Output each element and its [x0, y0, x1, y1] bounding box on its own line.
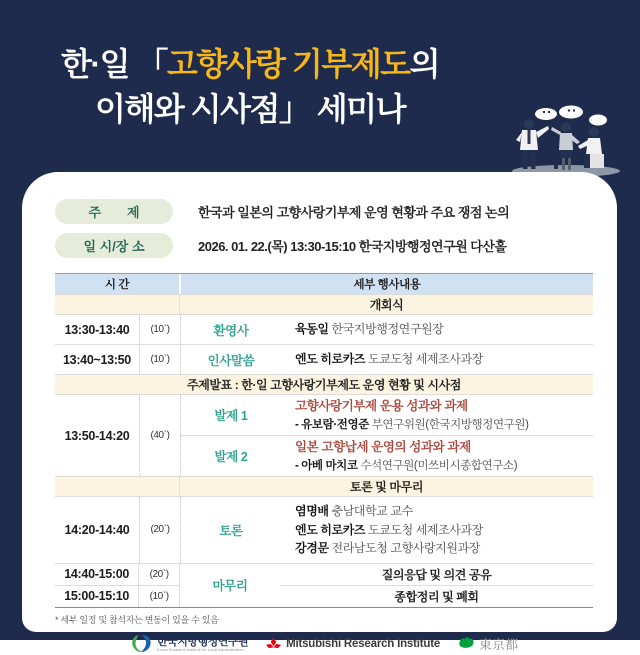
title-line-1 [0, 42, 500, 87]
label-cell: 인사말씀 [180, 345, 281, 374]
closing-contents [280, 564, 593, 607]
schedule-row-presentations [55, 394, 593, 476]
closing-time-row-1 [55, 564, 179, 585]
speaker-title: 부연구위원(한국지방행정연구원) [371, 419, 529, 432]
closing-times [55, 564, 179, 607]
speaker-title: 도쿄도청 세제조사과장 [368, 522, 483, 537]
section-discussion-row [55, 476, 593, 496]
duration-cell: (10`) [138, 586, 179, 607]
speaker-name: 육동일 [295, 322, 329, 337]
topic-row [55, 199, 593, 224]
schedule-footnote: * 세부 일정 및 참석자는 변동이 있을 수 있음 [55, 614, 219, 625]
schedule-rows-closing [55, 563, 593, 607]
label-cell: 발제 1 [180, 395, 281, 435]
title-post: 의 [409, 46, 439, 82]
description-cell [281, 345, 593, 374]
title-highlight: 고향사랑 기부제도 [166, 46, 410, 82]
mitsubishi-diamonds-icon [266, 637, 281, 651]
speaker-title: 수석연구원(미쓰비시종합연구소) [360, 460, 518, 473]
label-cell: 환영사 [180, 315, 281, 344]
time-cell: 13:30-13:40 [64, 322, 130, 337]
presentation-topic: 일본 고향납세 운영의 성과와 과제 [295, 439, 471, 454]
section-opening-row [55, 294, 593, 314]
header-content: 세부 행사내용 [179, 274, 593, 294]
tokyo-logo [458, 634, 518, 653]
time-cell: 14:20-14:40 [64, 522, 130, 537]
tokyo-ginkgo-icon [458, 636, 474, 651]
section-spacer [55, 477, 180, 496]
title-pre: 한·일 「 [61, 46, 167, 82]
speaker-name: 엔도 히로카즈 [295, 352, 366, 367]
time-cell: 15:00-15:10 [64, 589, 130, 604]
tokyo-name: 東京都 [479, 637, 519, 653]
description-cell [281, 436, 593, 476]
closing-time-row-2 [55, 585, 179, 607]
speaker-title: 한국지방행정연구원장 [331, 322, 444, 337]
label-cell: 토론 [180, 497, 281, 563]
presentation-item-2 [180, 435, 593, 476]
partner-logos [55, 633, 593, 655]
closing-content-1: 질의응답 및 의견 공유 [381, 567, 492, 582]
speaker-name: - 유보람·전영준 [295, 419, 369, 432]
schedule-row-greeting [55, 344, 593, 374]
time-cell: 13:50-14:20 [64, 428, 130, 443]
speaker-line [295, 457, 593, 473]
speaker-name: 강경문 [295, 541, 329, 556]
section-presentation-row: 주제발표 : 한·일 고향사랑기부제도 운영 현황 및 시사점 [55, 374, 593, 394]
speaker-line [295, 502, 593, 521]
datetime-row [55, 233, 593, 258]
speaker-title: 충남대학교 교수 [331, 504, 413, 518]
schedule-header-row [55, 274, 593, 294]
schedule-table [55, 273, 593, 608]
speaker-line [295, 539, 593, 558]
duration-cell: (10`) [139, 345, 180, 374]
krila-swirl-icon [130, 633, 152, 655]
duration-cell: (10`) [139, 315, 180, 344]
presentation-item-1 [180, 395, 593, 435]
duration-cell: (20`) [138, 564, 179, 585]
description-cell [281, 395, 593, 435]
header-time: 시 간 [104, 279, 130, 291]
section-discussion-title: 토론 및 마무리 [349, 480, 424, 494]
label-cell: 발제 2 [180, 436, 281, 476]
datetime-value: 2026. 01. 22.(목) 13:30-15:10 한국지방행정연구원 다산홀 [198, 239, 507, 254]
speaker-title: 전라남도청 고향사랑지원과장 [331, 541, 480, 556]
topic-label-pill: 주 제 [55, 199, 173, 224]
people-illustration-icon [508, 106, 624, 178]
speaker-name: 염명배 [295, 504, 329, 518]
speaker-line [295, 416, 593, 432]
schedule-row-discussion [55, 496, 593, 563]
speaker-name: 엔도 히로카즈 [295, 522, 366, 537]
schedule-row-welcome [55, 314, 593, 344]
presentation-topic: 고향사랑기부제 운용 성과와 과제 [295, 398, 468, 413]
closing-content-2: 종합정리 및 폐회 [280, 585, 593, 607]
speaker-line [295, 350, 593, 369]
section-spacer [55, 295, 180, 314]
krila-texts [157, 636, 248, 652]
mri-name: Mitsubishi Research Institute [286, 637, 441, 650]
duration-cell: (40`) [139, 395, 180, 476]
title-line-2: 이해와 시사점」 세미나 [95, 91, 405, 128]
datetime-label-pill: 일 시/장 소 [55, 233, 173, 258]
section-opening-title: 개회식 [369, 298, 404, 312]
label-cell-closing: 마무리 [179, 564, 280, 607]
mitsubishi-logo [266, 637, 440, 651]
description-cell [281, 497, 593, 563]
time-cell: 13:40~13:50 [63, 352, 131, 367]
speaker-name: - 아베 마치코 [295, 460, 358, 473]
time-cell: 14:40-15:00 [64, 567, 130, 582]
krila-name: 한국지방행정연구원 [156, 635, 249, 648]
krila-logo [130, 633, 248, 655]
krila-subtext: Korea Research Institute for Local Administration [156, 646, 244, 652]
presentation-items [180, 395, 593, 476]
speaker-title: 도쿄도청 세제조사과장 [368, 352, 483, 367]
speaker-line [295, 320, 593, 339]
page-title [0, 42, 500, 133]
topic-value: 한국과 일본의 고향사랑기부제 운영 현황과 주요 쟁점 논의 [198, 205, 510, 220]
duration-cell: (20`) [139, 497, 180, 563]
speaker-line [295, 521, 593, 540]
description-cell [281, 315, 593, 344]
content-card [22, 172, 617, 653]
